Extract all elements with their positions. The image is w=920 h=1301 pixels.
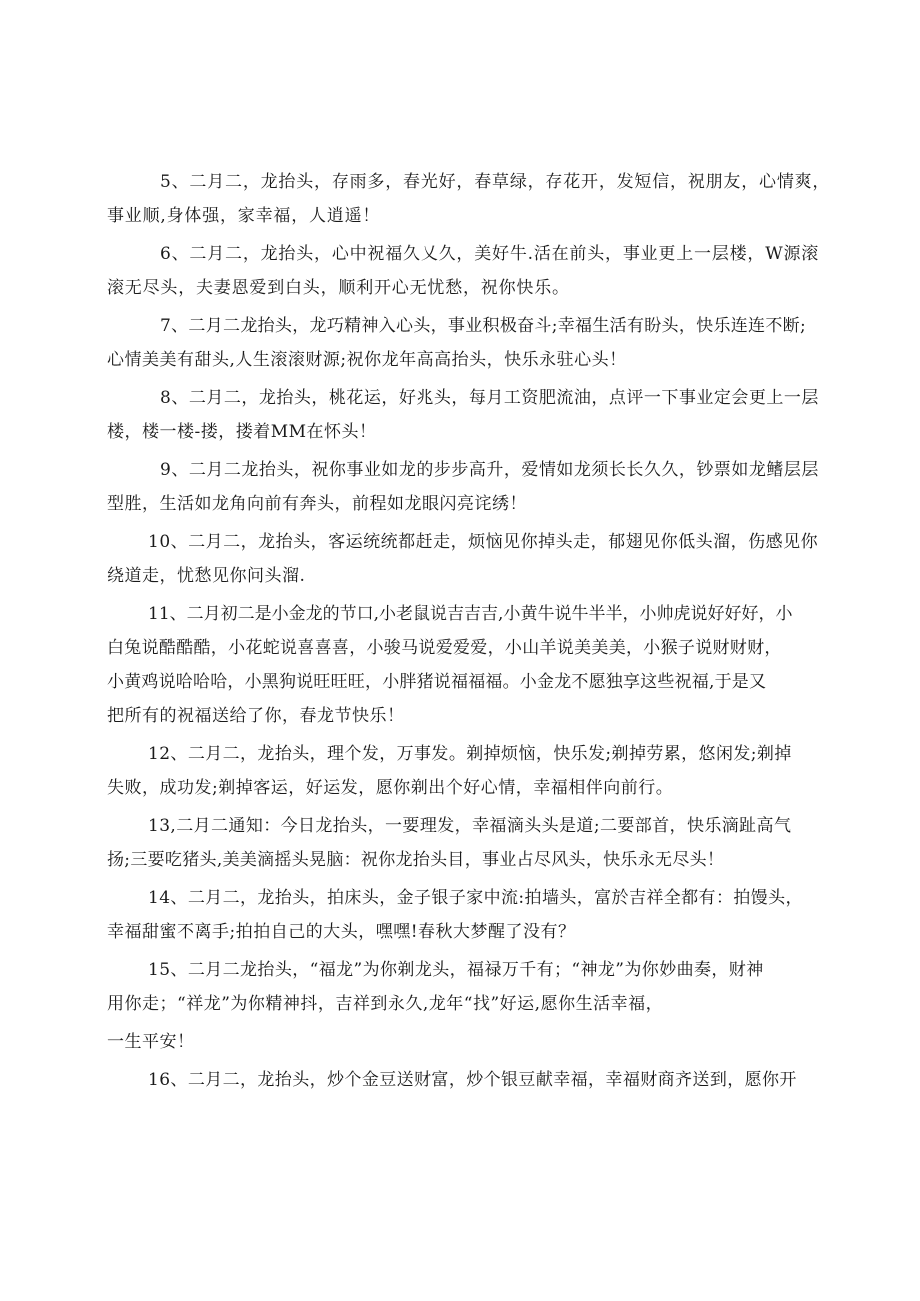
text-line: 楼，楼一楼-搂，搂着MM在怀头！ — [107, 422, 377, 442]
text-line: 8、二月二，龙抬头，桃花运，好兆头，每月工资肥流油，点评一下事业定会更上一层 — [160, 388, 819, 408]
text-line: 6、二月二，龙抬头，心中祝福久乂久，美好牛.活在前头，事业更上一层楼，W源滚 — [160, 244, 820, 264]
text-line: 绕道走，忧愁见你问头溜. — [107, 566, 306, 586]
text-line: 14、二月二，龙抬头，拍床头，金子银子家中流:拍墙头，富於吉祥全都有：拍馒头， — [148, 888, 803, 908]
text-line: 16、二月二，龙抬头，炒个金豆送财富，炒个银豆献幸福，幸福财商齐送到，愿你开 — [148, 1070, 797, 1090]
text-line: 型胜，生活如龙角向前有奔头，前程如龙眼闪亮诧绣！ — [107, 494, 527, 514]
text-line: 心情美美有甜头,人生滚滚财源;祝你龙年高高抬头，快乐永驻心头！ — [107, 350, 627, 370]
text-line: 事业顺,身体强，家幸福，人逍遥！ — [107, 206, 381, 226]
text-line: 10、二月二，龙抬头，客运统统都赶走，烦恼见你掉头走，郁翅见你低头溜，伤感见你 — [148, 532, 819, 552]
text-line: 用你走；“祥龙”为你精神抖，吉祥到永久,龙年“找”好运,愿你生活幸福， — [107, 994, 664, 1014]
text-line: 12、二月二，龙抬头，理个发，万事发。剃掉烦恼，快乐发;剃掉劳累，悠闲发;剃掉 — [148, 744, 792, 764]
text-line: 9、二月二龙抬头，祝你事业如龙的步步高升，爱情如龙须长长久久，钞票如龙鳍层层 — [160, 460, 819, 480]
text-line: 失败，成功发;剃掉客运，好运发，愿你剃出个好心情，幸福相伴向前行。 — [107, 778, 674, 798]
text-line: 13,二月二通知：今日龙抬头，一要理发，幸福滴头头是道;二要部首，快乐滴趾高气 — [148, 816, 792, 836]
text-line: 7、二月二龙抬头，龙巧精神入心头，事业积极奋斗;幸福生活有盼头，快乐连连不断; — [160, 316, 806, 336]
text-line: 5、二月二，龙抬头，存雨多，春光好，春草绿，存花开，发短信，祝朋友，心情爽， — [160, 172, 831, 192]
text-line: 白兔说酷酷酷，小花蛇说喜喜喜，小骏马说爱爱爱，小山羊说美美美，小猴子说财财财， — [107, 638, 782, 658]
text-line: 一生平安！ — [107, 1032, 195, 1052]
text-line: 11、二月初二是小金龙的节口,小老鼠说吉吉吉,小黄牛说牛半半，小帅虎说好好好，小 — [148, 604, 793, 624]
text-line: 小黄鸡说哈哈哈，小黑狗说旺旺旺，小胖猪说福福福。小金龙不愿独享这些祝福,于是又 — [107, 672, 767, 692]
text-line: 扬;三要吃猪头,美美滴摇头晃脑：祝你龙抬头目，事业占尽风头，快乐永无尽头！ — [107, 850, 725, 870]
text-line: 把所有的祝福送给了你，春龙节快乐！ — [107, 706, 405, 726]
text-line: 幸福甜蜜不离手;拍拍自己的大头，嘿嘿!春秋大梦醒了没有？ — [107, 922, 576, 942]
text-line: 滚无尽头，夫妻恩爱到白头，顺利开心无忧愁，祝你快乐。 — [107, 278, 570, 298]
text-line: 15、二月二龙抬头，“福龙”为你剃龙头，福禄万千有；“神龙”为你妙曲奏，财神 — [148, 960, 764, 980]
